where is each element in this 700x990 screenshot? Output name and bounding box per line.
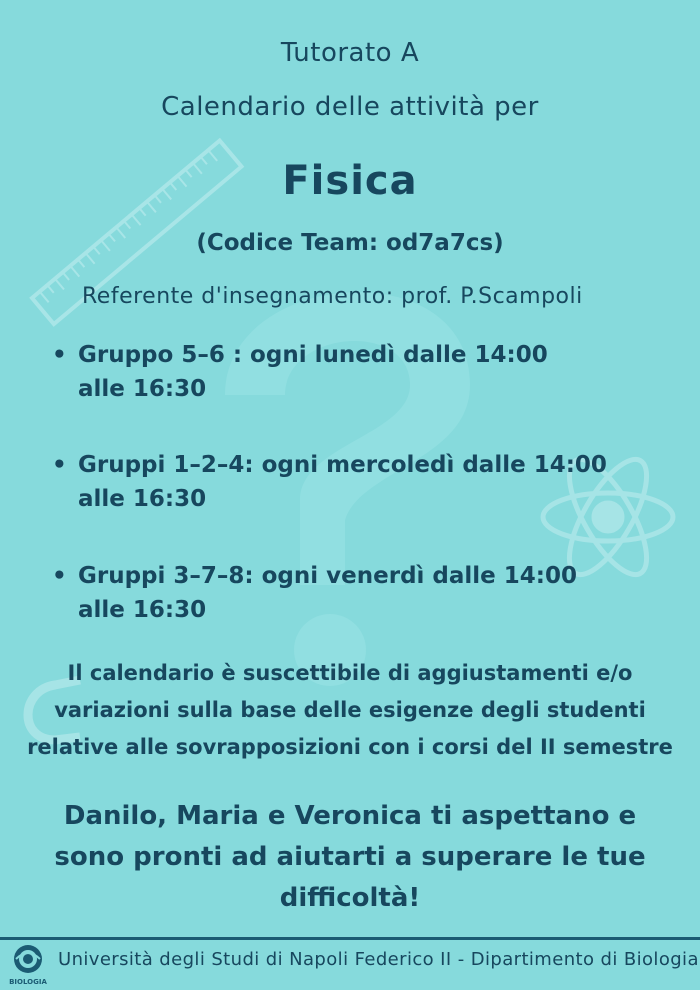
bullet-icon: • <box>52 342 67 368</box>
schedule-line: Gruppi 3–7–8: ogni venerdì dalle 14:00 <box>78 563 577 589</box>
biology-logo-icon <box>8 943 48 987</box>
footer-text: Università degli Studi di Napoli Federico II - Dipartimento di Biologia <box>58 949 699 970</box>
bullet-icon: • <box>52 563 67 589</box>
referent-line: Referente d'insegnamento: prof. P.Scampoli <box>82 284 583 309</box>
heading-calendar: Calendario delle attività per <box>161 92 539 122</box>
logo-text: BIOLOGIA <box>9 978 47 986</box>
heading-tutorato: Tutorato A <box>280 38 420 68</box>
closing-line: difficoltà! <box>279 883 421 913</box>
schedule-line: Gruppi 1–2–4: ogni mercoledì dalle 14:00 <box>78 452 607 478</box>
schedule-line: alle 16:30 <box>78 486 207 512</box>
subject-title: Fisica <box>282 158 418 204</box>
closing-line: sono pronti ad aiutarti a superare le tue <box>54 842 646 872</box>
schedule-item <box>52 338 548 406</box>
note-line: Il calendario è suscettibile di aggiustamenti e/o <box>67 661 633 685</box>
footer <box>0 937 700 990</box>
footer-divider <box>0 937 700 940</box>
closing-line: Danilo, Maria e Veronica ti aspettano e <box>63 801 637 831</box>
note-line: variazioni sulla base delle esigenze degli studenti <box>54 698 646 722</box>
schedule-item <box>52 448 607 516</box>
schedule-line: alle 16:30 <box>78 376 207 402</box>
team-code: (Codice Team: od7a7cs) <box>196 230 504 256</box>
schedule-line: Gruppo 5–6 : ogni lunedì dalle 14:00 <box>78 342 548 368</box>
note-line: relative alle sovrapposizioni con i corsi del II semestre <box>27 735 673 759</box>
schedule-line: alle 16:30 <box>78 597 207 623</box>
bullet-icon: • <box>52 452 67 478</box>
schedule-item <box>52 559 577 627</box>
